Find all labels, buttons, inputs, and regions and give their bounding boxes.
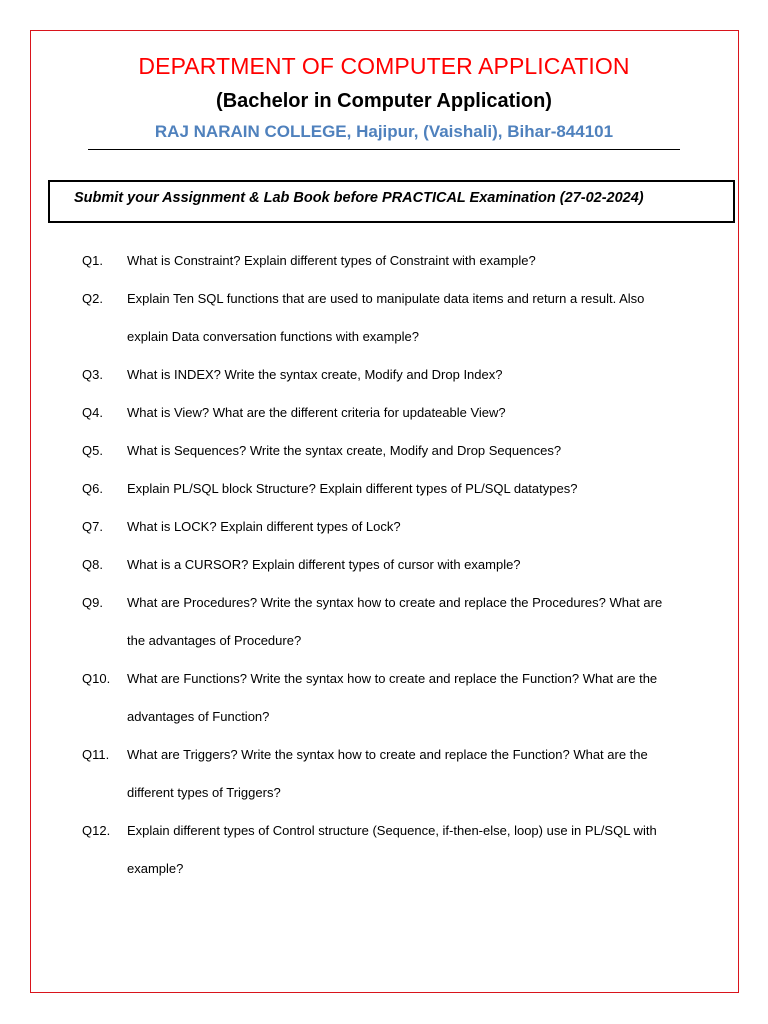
question-item — [82, 356, 722, 394]
question-line: What are Functions? Write the syntax how to create and replace the Function? What are the — [127, 671, 658, 686]
question-number: Q2. — [82, 291, 103, 306]
header-divider — [88, 149, 680, 150]
question-line: different types of Triggers? — [127, 785, 281, 800]
question-line: Explain Ten SQL functions that are used to manipulate data items and return a result. Also — [127, 291, 645, 306]
question-line: advantages of Function? — [127, 709, 270, 724]
question-number: Q8. — [82, 557, 103, 572]
question-item — [82, 432, 722, 470]
question-item — [82, 394, 722, 432]
question-line: Explain different types of Control structure (Sequence, if-then-else, loop) use in PL/SQL with — [127, 823, 657, 838]
degree-subtitle: (Bachelor in Computer Application) — [216, 90, 552, 112]
question-text — [127, 660, 722, 736]
question-line: What is Sequences? Write the syntax create, Modify and Drop Sequences? — [127, 443, 562, 458]
question-line: What is Constraint? Explain different types of Constraint with example? — [127, 253, 536, 268]
question-line: What is View? What are the different criteria for updateable View? — [127, 405, 506, 420]
question-number: Q6. — [82, 481, 103, 496]
question-text — [127, 356, 722, 394]
question-line: What are Triggers? Write the syntax how to create and replace the Function? What are the — [127, 747, 648, 762]
question-text — [127, 432, 722, 470]
question-line: the advantages of Procedure? — [127, 633, 302, 648]
question-number: Q12. — [82, 823, 111, 838]
question-number: Q10. — [82, 671, 111, 686]
question-number: Q7. — [82, 519, 103, 534]
question-text — [127, 508, 722, 546]
question-line: example? — [127, 861, 184, 876]
question-text — [127, 394, 722, 432]
question-item — [82, 470, 722, 508]
question-line: What are Procedures? Write the syntax how to create and replace the Procedures? What are — [127, 595, 663, 610]
question-line: What is INDEX? Write the syntax create, Modify and Drop Index? — [127, 367, 503, 382]
question-number: Q3. — [82, 367, 103, 382]
question-line: What is a CURSOR? Explain different types of cursor with example? — [127, 557, 521, 572]
question-line: explain Data conversation functions with example? — [127, 329, 419, 344]
question-text — [127, 812, 722, 888]
question-item — [82, 242, 722, 280]
question-item — [82, 546, 722, 584]
question-list — [82, 242, 722, 888]
question-text — [127, 736, 722, 812]
question-text — [127, 280, 722, 356]
submission-notice: Submit your Assignment & Lab Book before PRACTICAL Examination (27-02-2024) — [74, 190, 644, 206]
question-number: Q11. — [82, 747, 110, 762]
question-item — [82, 736, 722, 812]
question-item — [82, 812, 722, 888]
question-text — [127, 242, 722, 280]
question-text — [127, 470, 722, 508]
question-number: Q5. — [82, 443, 103, 458]
question-number: Q9. — [82, 595, 103, 610]
question-item — [82, 584, 722, 660]
college-address: RAJ NARAIN COLLEGE, Hajipur, (Vaishali), Bihar-844101 — [154, 122, 614, 141]
question-item — [82, 280, 722, 356]
question-number: Q1. — [82, 253, 103, 268]
department-title: DEPARTMENT OF COMPUTER APPLICATION — [138, 53, 630, 79]
question-text — [127, 584, 722, 660]
question-text — [127, 546, 722, 584]
question-item — [82, 660, 722, 736]
question-line: Explain PL/SQL block Structure? Explain different types of PL/SQL datatypes? — [127, 481, 578, 496]
question-line: What is LOCK? Explain different types of Lock? — [127, 519, 401, 534]
question-number: Q4. — [82, 405, 103, 420]
question-item — [82, 508, 722, 546]
